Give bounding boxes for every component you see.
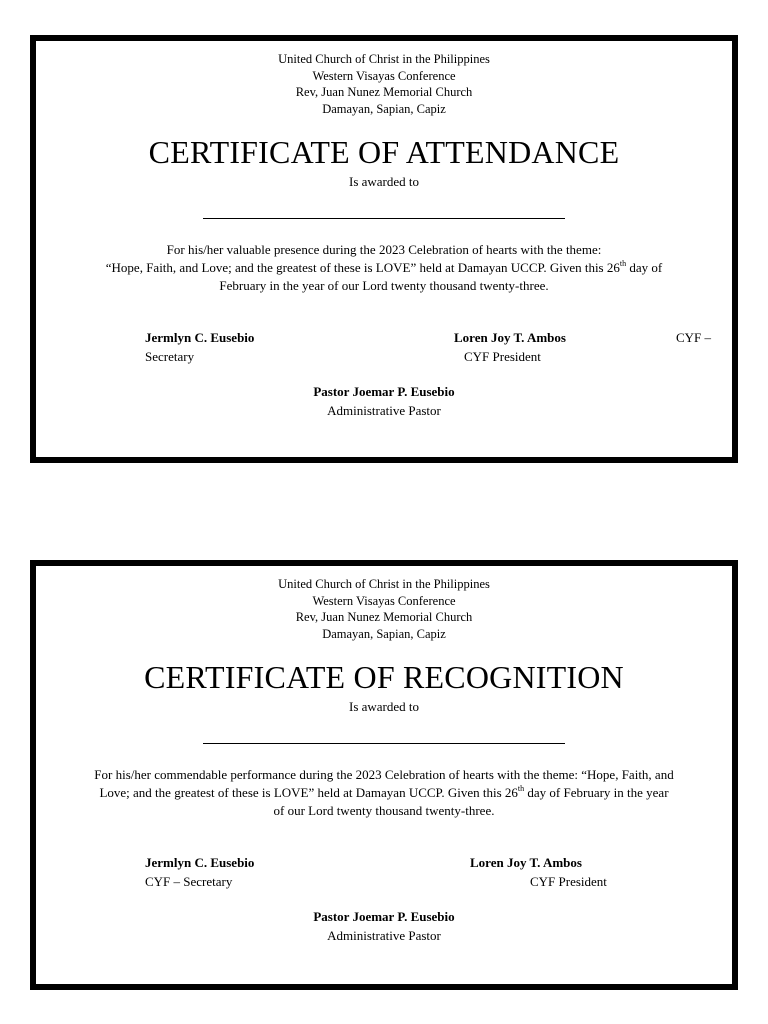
pastor-title: Administrative Pastor bbox=[327, 928, 441, 943]
awarded-to-text: Is awarded to bbox=[348, 699, 420, 714]
body-line-2 bbox=[36, 784, 732, 802]
president-title: CYF President bbox=[530, 874, 607, 889]
awarded-to-text: Is awarded to bbox=[348, 174, 420, 189]
recipient-name-line bbox=[203, 743, 565, 744]
header-line-church: United Church of Christ in the Philippines bbox=[278, 52, 490, 66]
certificate-body bbox=[36, 241, 732, 295]
certificate-attendance bbox=[30, 35, 738, 463]
header-line-location: Damayan, Sapian, Capiz bbox=[322, 101, 446, 116]
body-line-2-start: “Hope, Faith, and Love; and the greatest of these is LOVE” held at Damayan UCCP. Given this 26 bbox=[105, 260, 620, 275]
secretary-name: Jermlyn C. Eusebio bbox=[145, 855, 255, 870]
pastor-title: Administrative Pastor bbox=[327, 403, 441, 418]
president-title: CYF President bbox=[464, 349, 541, 364]
stray-cyf-text: CYF – bbox=[676, 330, 712, 345]
president-name: Loren Joy T. Ambos bbox=[454, 330, 566, 345]
certificate-title: CERTIFICATE OF ATTENDANCE bbox=[148, 134, 620, 170]
president-name: Loren Joy T. Ambos bbox=[470, 855, 582, 870]
body-line-2-start: Love; and the greatest of these is LOVE” held at Damayan UCCP. Given this 26 bbox=[99, 785, 518, 800]
body-line-2-end: day of February in the year bbox=[524, 785, 669, 800]
body-line-2 bbox=[36, 259, 732, 277]
header-line-conference: Western Visayas Conference bbox=[312, 593, 456, 608]
church-header bbox=[36, 51, 732, 117]
certificate-title: CERTIFICATE OF RECOGNITION bbox=[144, 659, 624, 695]
certificate-recognition bbox=[30, 560, 738, 990]
pastor-name: Pastor Joemar P. Eusebio bbox=[313, 384, 455, 399]
header-line-location: Damayan, Sapian, Capiz bbox=[322, 626, 446, 641]
header-line-memorial-church: Rev, Juan Nunez Memorial Church bbox=[295, 85, 473, 99]
body-line-3: of our Lord twenty thousand twenty-three. bbox=[273, 803, 495, 818]
pastor-name: Pastor Joemar P. Eusebio bbox=[313, 909, 455, 924]
ordinal-suffix: th bbox=[619, 258, 627, 268]
body-line-1: For his/her valuable presence during the 2023 Celebration of hearts with the theme: bbox=[166, 242, 602, 257]
body-line-1: For his/her commendable performance during the 2023 Celebration of hearts with the theme: “Hope, Faith, and bbox=[94, 767, 674, 782]
header-line-memorial-church: Rev, Juan Nunez Memorial Church bbox=[295, 610, 473, 624]
secretary-title: CYF – Secretary bbox=[145, 874, 233, 889]
body-line-2-end: day of bbox=[626, 260, 663, 275]
secretary-name: Jermlyn C. Eusebio bbox=[145, 330, 255, 345]
church-header bbox=[36, 576, 732, 642]
certificate-body bbox=[36, 766, 732, 820]
header-line-conference: Western Visayas Conference bbox=[312, 68, 456, 83]
secretary-title: Secretary bbox=[145, 349, 195, 364]
body-line-3: February in the year of our Lord twenty thousand twenty-three. bbox=[219, 278, 549, 293]
header-line-church: United Church of Christ in the Philippines bbox=[278, 577, 490, 591]
recipient-name-line bbox=[203, 218, 565, 219]
ordinal-suffix: th bbox=[517, 783, 525, 793]
